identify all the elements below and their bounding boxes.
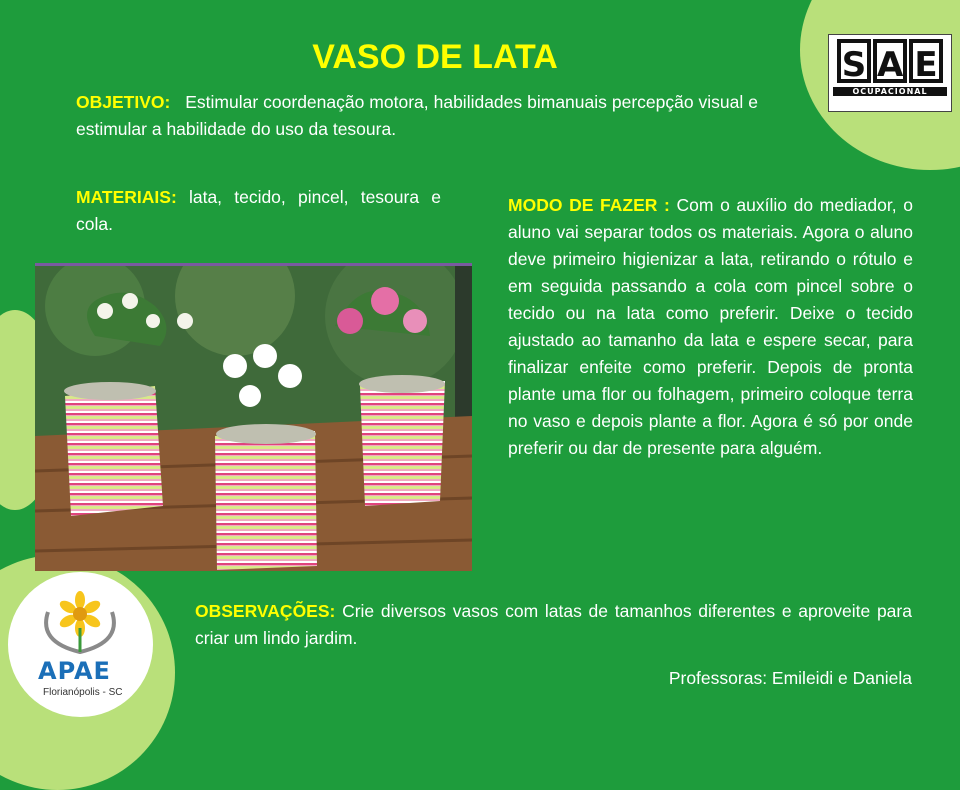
modo-de-fazer-section [508, 192, 913, 462]
sae-letter-a: A [873, 39, 907, 83]
page-title: VASO DE LATA [312, 38, 558, 76]
modo-text: Com o auxílio do mediador, o aluno vai separar todos os materiais. Agora o aluno deve primeiro higienizar a lata, retirando o rótulo e em seguida passando a cola com pincel sobre o tecido ou na lata como preferir. Deixe o tecido ajustado ao tamanho da lata e espere secar, para finalizar enfeite como preferir. Depois de pronta plante uma flor ou folhagem, primeiro coloque terra no vaso e depois plante a flor. Agora é só por onde preferir ou dar de presente para alguém. [508, 195, 913, 458]
observacoes-section [195, 598, 912, 652]
observacoes-label: OBSERVAÇÕES: [195, 601, 336, 621]
sae-letter-s: S [837, 39, 871, 83]
materiais-section [76, 184, 441, 238]
modo-label: MODO DE FAZER : [508, 195, 670, 215]
apae-name: APAE [38, 657, 111, 685]
professoras-credit: Professoras: Emileidi e Daniela [668, 668, 912, 688]
objetivo-section [76, 89, 758, 143]
observacoes-text: Crie diversos vasos com latas de tamanhos diferentes e aproveite para criar um lindo jardim. [195, 601, 912, 648]
materiais-text: lata, tecido, pincel, tesoura e cola. [76, 187, 441, 234]
apae-city: Florianópolis - SC [43, 687, 123, 698]
objetivo-label: OBJETIVO: [76, 92, 171, 112]
vases-photo-illustration [35, 266, 472, 571]
sae-subtitle: OCUPACIONAL [833, 87, 947, 96]
materiais-label: MATERIAIS: [76, 187, 177, 207]
sae-ocupacional-logo [828, 34, 952, 112]
sae-letter-e: E [909, 39, 943, 83]
objetivo-text: Estimular coordenação motora, habilidades bimanuais percepção visual e estimular a habilidade do uso da tesoura. [76, 92, 758, 139]
vases-photo [35, 263, 472, 571]
